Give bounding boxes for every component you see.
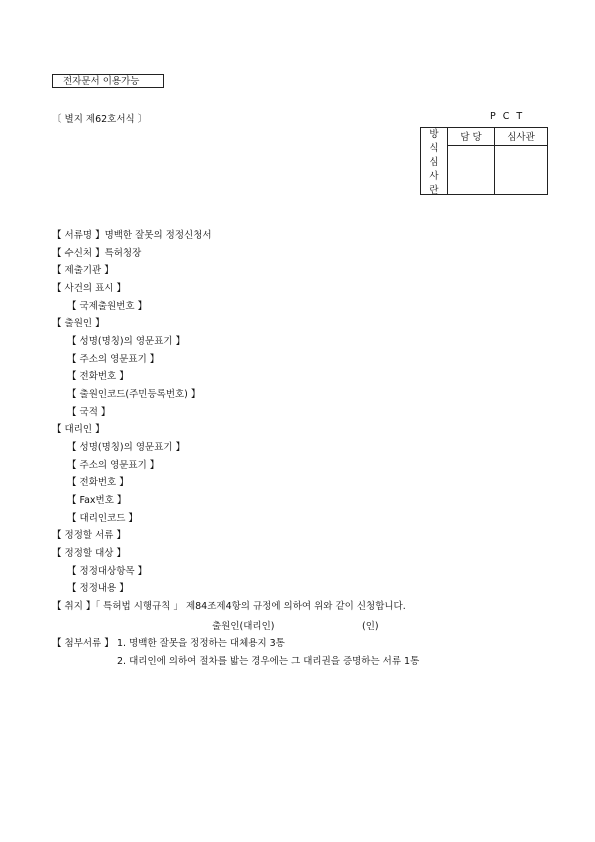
line-recipient: 【 수신처 】특허청장 <box>52 248 142 259</box>
signature-applicant: 출원인(대리인) <box>212 621 275 632</box>
line-nationality: 【 국적 】 <box>67 407 111 418</box>
approval-col-examiner: 심사관 <box>495 128 548 146</box>
line-case-indication: 【 사건의 표시 】 <box>52 283 126 294</box>
approval-examiner-cell <box>495 145 548 194</box>
pct-label: PCT <box>490 111 530 122</box>
line-applicant-phone: 【 전화번호 】 <box>67 371 129 382</box>
attachment-item-1: 1. 명백한 잘못을 정정하는 대체용지 3통 <box>117 638 285 649</box>
signature-seal: (인) <box>362 621 379 632</box>
line-applicant-name-english: 【 성명(명칭)의 영문표기 】 <box>67 336 186 347</box>
line-correction-content: 【 정정내용 】 <box>67 583 129 594</box>
line-international-application-no: 【 국제출원번호 】 <box>67 301 148 312</box>
line-document-to-correct: 【 정정할 서류 】 <box>52 530 126 541</box>
line-applicant-address-english: 【 주소의 영문표기 】 <box>67 354 160 365</box>
electronic-document-badge: 전자문서 이용가능 <box>52 74 164 88</box>
line-submitting-office: 【 제출기관 】 <box>52 265 114 276</box>
line-correction-item: 【 정정대상항목 】 <box>67 566 148 577</box>
line-correction-target: 【 정정할 대상 】 <box>52 548 126 559</box>
attachments-label: 【 첨부서류 】 <box>52 638 114 649</box>
line-agent-address-english: 【 주소의 영문표기 】 <box>67 460 160 471</box>
approval-side-label: 방 식 심 사 란 <box>421 128 448 195</box>
line-applicant-code: 【 출원인코드(주민등록번호) 】 <box>67 389 201 400</box>
line-agent-code: 【 대리인코드 】 <box>67 513 138 524</box>
line-agent-fax: 【 Fax번호 】 <box>67 495 127 506</box>
line-agent-phone: 【 전화번호 】 <box>67 477 129 488</box>
approval-col-officer: 담 당 <box>448 128 495 146</box>
attachment-item-2: 2. 대리인에 의하여 절차를 밟는 경우에는 그 대리권을 증명하는 서류 1통 <box>117 656 420 667</box>
line-document-name: 【 서류명 】명백한 잘못의 정정신청서 <box>52 230 212 241</box>
line-purpose: 【 취지 】「 특허법 시행규칙 」 제84조제4항의 규정에 의하여 위와 같이 신청합니다. <box>52 601 406 612</box>
approval-box <box>420 127 548 195</box>
approval-officer-cell <box>448 145 495 194</box>
form-number: 〔 별지 제62호서식 〕 <box>52 114 148 125</box>
line-agent: 【 대리인 】 <box>52 424 105 435</box>
line-applicant: 【 출원인 】 <box>52 318 105 329</box>
line-agent-name-english: 【 성명(명칭)의 영문표기 】 <box>67 442 186 453</box>
